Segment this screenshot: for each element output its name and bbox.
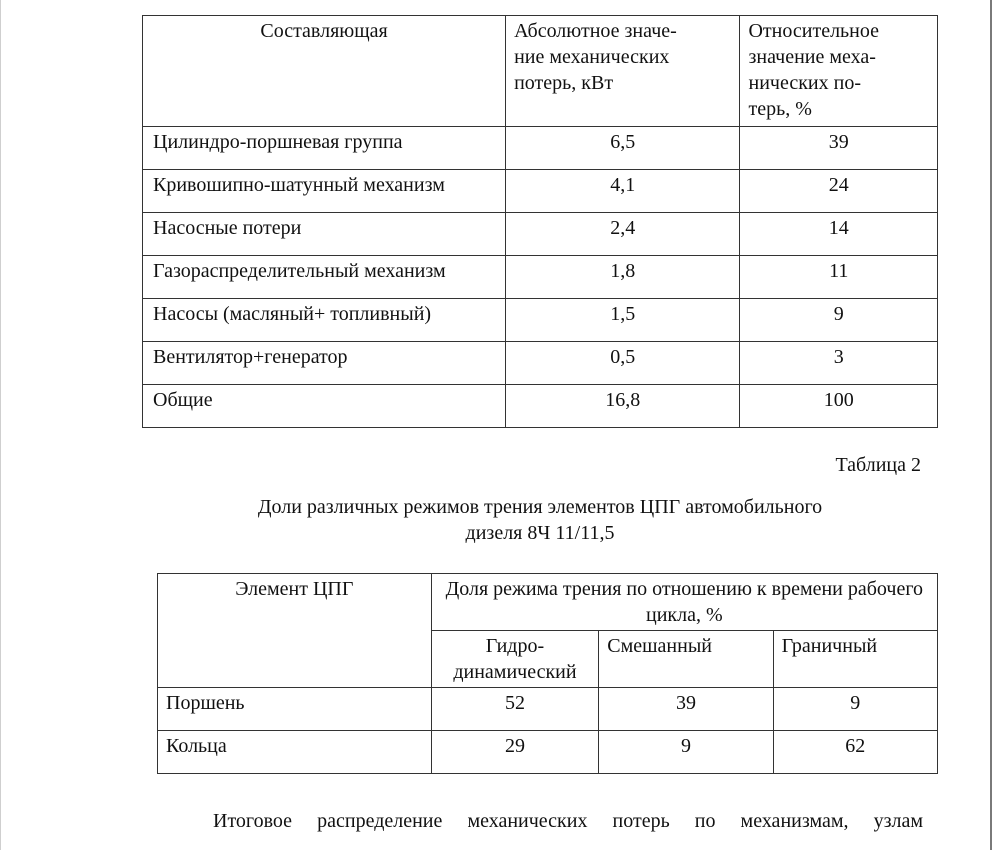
table-row	[158, 688, 938, 731]
absolute-value: 1,5	[506, 299, 740, 342]
absolute-value: 16,8	[506, 385, 740, 428]
relative-value: 100	[740, 385, 938, 428]
page-left-edge	[0, 0, 1, 850]
element-name: Поршень	[158, 688, 432, 731]
table-row-total	[143, 385, 938, 428]
friction-modes-table	[157, 573, 938, 774]
header-mixed: Смешанный	[599, 631, 773, 688]
header-relative-value: Относительное значение меха- нических по- терь, %	[740, 16, 938, 127]
table-row	[143, 127, 938, 170]
absolute-value: 0,5	[506, 342, 740, 385]
table-row	[143, 213, 938, 256]
header-absolute-value: Абсолютное значе- ние механических потерь, кВт	[506, 16, 740, 127]
absolute-value: 6,5	[506, 127, 740, 170]
component-name: Кривошипно-шатунный механизм	[143, 170, 506, 213]
header-component: Составляющая	[143, 16, 506, 127]
relative-value: 14	[740, 213, 938, 256]
header-element: Элемент ЦПГ	[158, 574, 432, 688]
header-hydrodynamic: Гидро- динамический	[431, 631, 599, 688]
absolute-value: 1,8	[506, 256, 740, 299]
relative-value: 9	[740, 299, 938, 342]
table-header-row	[158, 574, 938, 631]
table-caption: Таблица 2	[835, 454, 921, 476]
table-row	[143, 256, 938, 299]
component-name: Насосные потери	[143, 213, 506, 256]
table-title: Доли различных режимов трения элементов ЦПГ автомобильного дизеля 8Ч 11/11,5	[257, 496, 823, 544]
header-friction-share: Доля режима трения по отношению к времени рабочего цикла, %	[431, 574, 937, 631]
hydrodynamic-value: 52	[431, 688, 599, 731]
table-row	[143, 170, 938, 213]
mechanical-losses-table	[142, 15, 938, 428]
table-row	[143, 299, 938, 342]
mixed-value: 9	[599, 731, 773, 774]
boundary-value: 62	[773, 731, 937, 774]
relative-value: 39	[740, 127, 938, 170]
component-name: Насосы (масляный+ топливный)	[143, 299, 506, 342]
table-header-row	[143, 16, 938, 127]
absolute-value: 2,4	[506, 213, 740, 256]
component-name: Газораспределительный механизм	[143, 256, 506, 299]
table-row	[143, 342, 938, 385]
relative-value: 24	[740, 170, 938, 213]
body-paragraph: Итоговое распределение механических потерь по механизмам, узлам	[213, 810, 923, 832]
mixed-value: 39	[599, 688, 773, 731]
relative-value: 11	[740, 256, 938, 299]
table-row	[158, 731, 938, 774]
boundary-value: 9	[773, 688, 937, 731]
component-name: Вентилятор+генератор	[143, 342, 506, 385]
component-name: Цилиндро-поршневая группа	[143, 127, 506, 170]
relative-value: 3	[740, 342, 938, 385]
element-name: Кольца	[158, 731, 432, 774]
component-name: Общие	[143, 385, 506, 428]
hydrodynamic-value: 29	[431, 731, 599, 774]
absolute-value: 4,1	[506, 170, 740, 213]
header-boundary: Граничный	[773, 631, 937, 688]
